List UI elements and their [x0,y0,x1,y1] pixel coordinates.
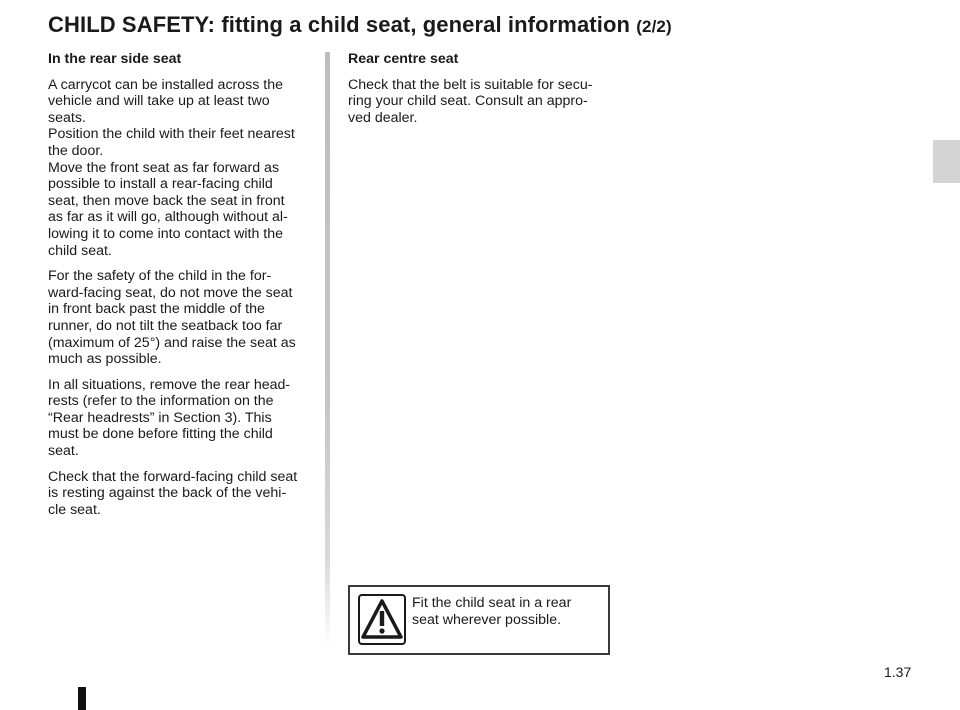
text-line: ring your child seat. Consult an appro- [348,93,588,110]
text-line: Check that the forward-facing child seat [48,468,298,485]
text-line: Fit the child seat in a rear [412,595,572,611]
warning-text [412,595,604,628]
warning-triangle-icon [358,594,406,645]
text-line: (maximum of 25°) and raise the seat as [48,334,296,351]
text-line: Position the child with their feet nearest [48,126,295,143]
paragraph-carrycot [48,77,311,260]
text-line: Check that the belt is suitable for secu- [348,76,593,93]
corner-crop-mark [78,687,86,710]
left-column [48,51,311,527]
text-line: the door. [48,142,104,159]
text-line: In all situations, remove the rear head- [48,376,291,393]
text-line: child seat. [48,242,112,259]
paragraph-forward-facing-safety [48,268,311,368]
text-line: as far as it will go, although without al- [48,209,288,226]
column-divider [325,52,330,648]
text-line: in front back past the middle of the [48,301,265,318]
text-line: ward-facing seat, do not move the seat [48,284,293,301]
section-heading-rear-centre-seat: Rear centre seat [348,51,459,67]
page-title [48,12,672,38]
text-line: possible to install a rear-facing child [48,176,273,193]
text-line: seat, then move back the seat in front [48,192,285,209]
text-line: rests (refer to the information on the [48,393,274,410]
text-line: ved dealer. [348,109,418,126]
text-line: A carrycot can be installed across the [48,76,284,93]
text-line: lowing it to come into contact with the [48,225,284,242]
page-title-main: CHILD SAFETY: fitting a child seat, general information [48,12,631,37]
text-line: “Rear headrests” in Section 3). This [48,409,272,426]
text-line: much as possible. [48,351,162,368]
text-line: runner, do not tilt the seatback too far [48,317,283,334]
paragraph-check-forward-facing [48,469,311,519]
text-line: seat wherever possible. [412,611,562,628]
text-line: must be done before fitting the child [48,426,273,443]
page-title-part: (2/2) [636,17,672,36]
text-line: vehicle and will take up at least two [48,93,270,110]
warning-box [348,585,610,655]
section-tab-marker [933,140,960,183]
text-line: Move the front seat as far forward as [48,159,280,176]
section-heading-rear-side-seat: In the rear side seat [48,51,182,67]
text-line: cle seat. [48,501,101,518]
text-line: For the safety of the child in the for- [48,268,272,285]
paragraph-belt-check [348,77,613,127]
page-number: 1.37 [884,664,912,680]
paragraph-remove-headrests [48,377,311,460]
text-line: seat. [48,443,79,460]
right-column [348,51,613,135]
text-line: is resting against the back of the vehi- [48,485,287,502]
text-line: seats. [48,109,86,126]
